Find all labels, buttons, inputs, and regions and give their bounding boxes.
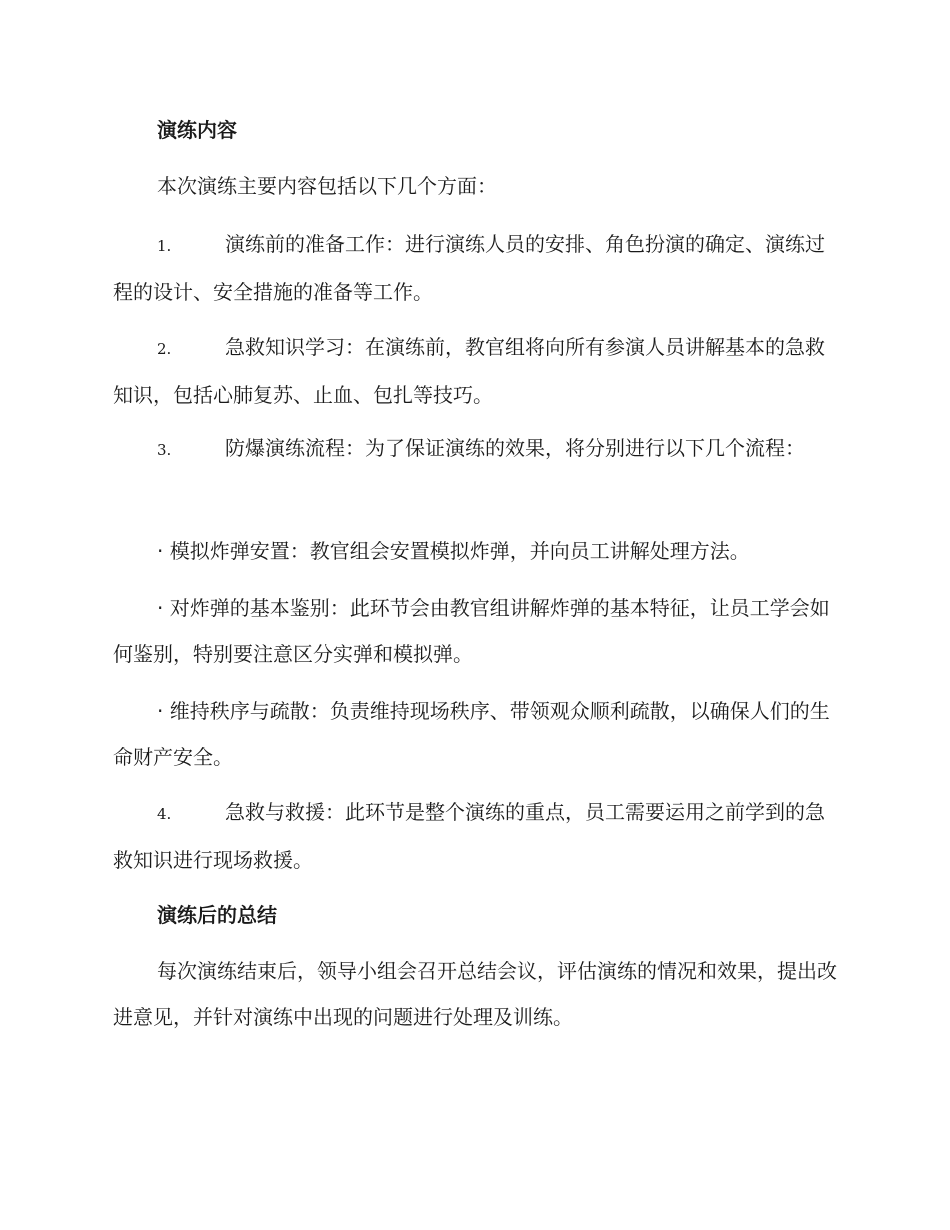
list-number: 1.	[157, 237, 172, 255]
bullet-item-2: · 对炸弹的基本鉴别：此环节会由教官组讲解炸弹的基本特征，让员工学会如何鉴别，特别要注意区分实弹和模拟弹。	[113, 596, 830, 666]
intro-paragraph: 本次演练主要内容包括以下几个方面：	[157, 174, 497, 198]
list-number: 4.	[157, 805, 172, 823]
list-item-text: 急救知识学习：在演练前，教官组将向所有参演人员讲解基本的急救知识，包括心肺复苏、止血、包扎等技巧。	[113, 335, 825, 407]
list-number: 2.	[157, 340, 172, 358]
bullet-item-1: · 模拟炸弹安置：教官组会安置模拟炸弹，并向员工讲解处理方法。	[157, 539, 750, 563]
list-number: 3.	[157, 441, 172, 459]
section-heading-summary: 演练后的总结	[157, 903, 277, 927]
list-item-2	[113, 324, 837, 418]
summary-paragraph: 每次演练结束后，领导小组会召开总结会议，评估演练的情况和效果，提出改进意见，并针对演练中出现的问题进行处理及训练。	[113, 959, 837, 1029]
list-item-3	[113, 425, 837, 473]
bullet-item-3: · 维持秩序与疏散：负责维持现场秩序、带领观众顺利疏散，以确保人们的生命财产安全。	[113, 699, 830, 769]
list-item-text: 演练前的准备工作：进行演练人员的安排、角色扮演的确定、演练过程的设计、安全措施的准备等工作。	[113, 232, 825, 304]
list-item-4	[113, 789, 837, 883]
list-item-1	[113, 221, 837, 315]
list-item-text: 防爆演练流程：为了保证演练的效果，将分别进行以下几个流程：	[225, 436, 805, 460]
list-item-text: 急救与救援：此环节是整个演练的重点，员工需要运用之前学到的急救知识进行现场救援。	[113, 800, 825, 872]
section-heading-content: 演练内容	[157, 118, 237, 142]
